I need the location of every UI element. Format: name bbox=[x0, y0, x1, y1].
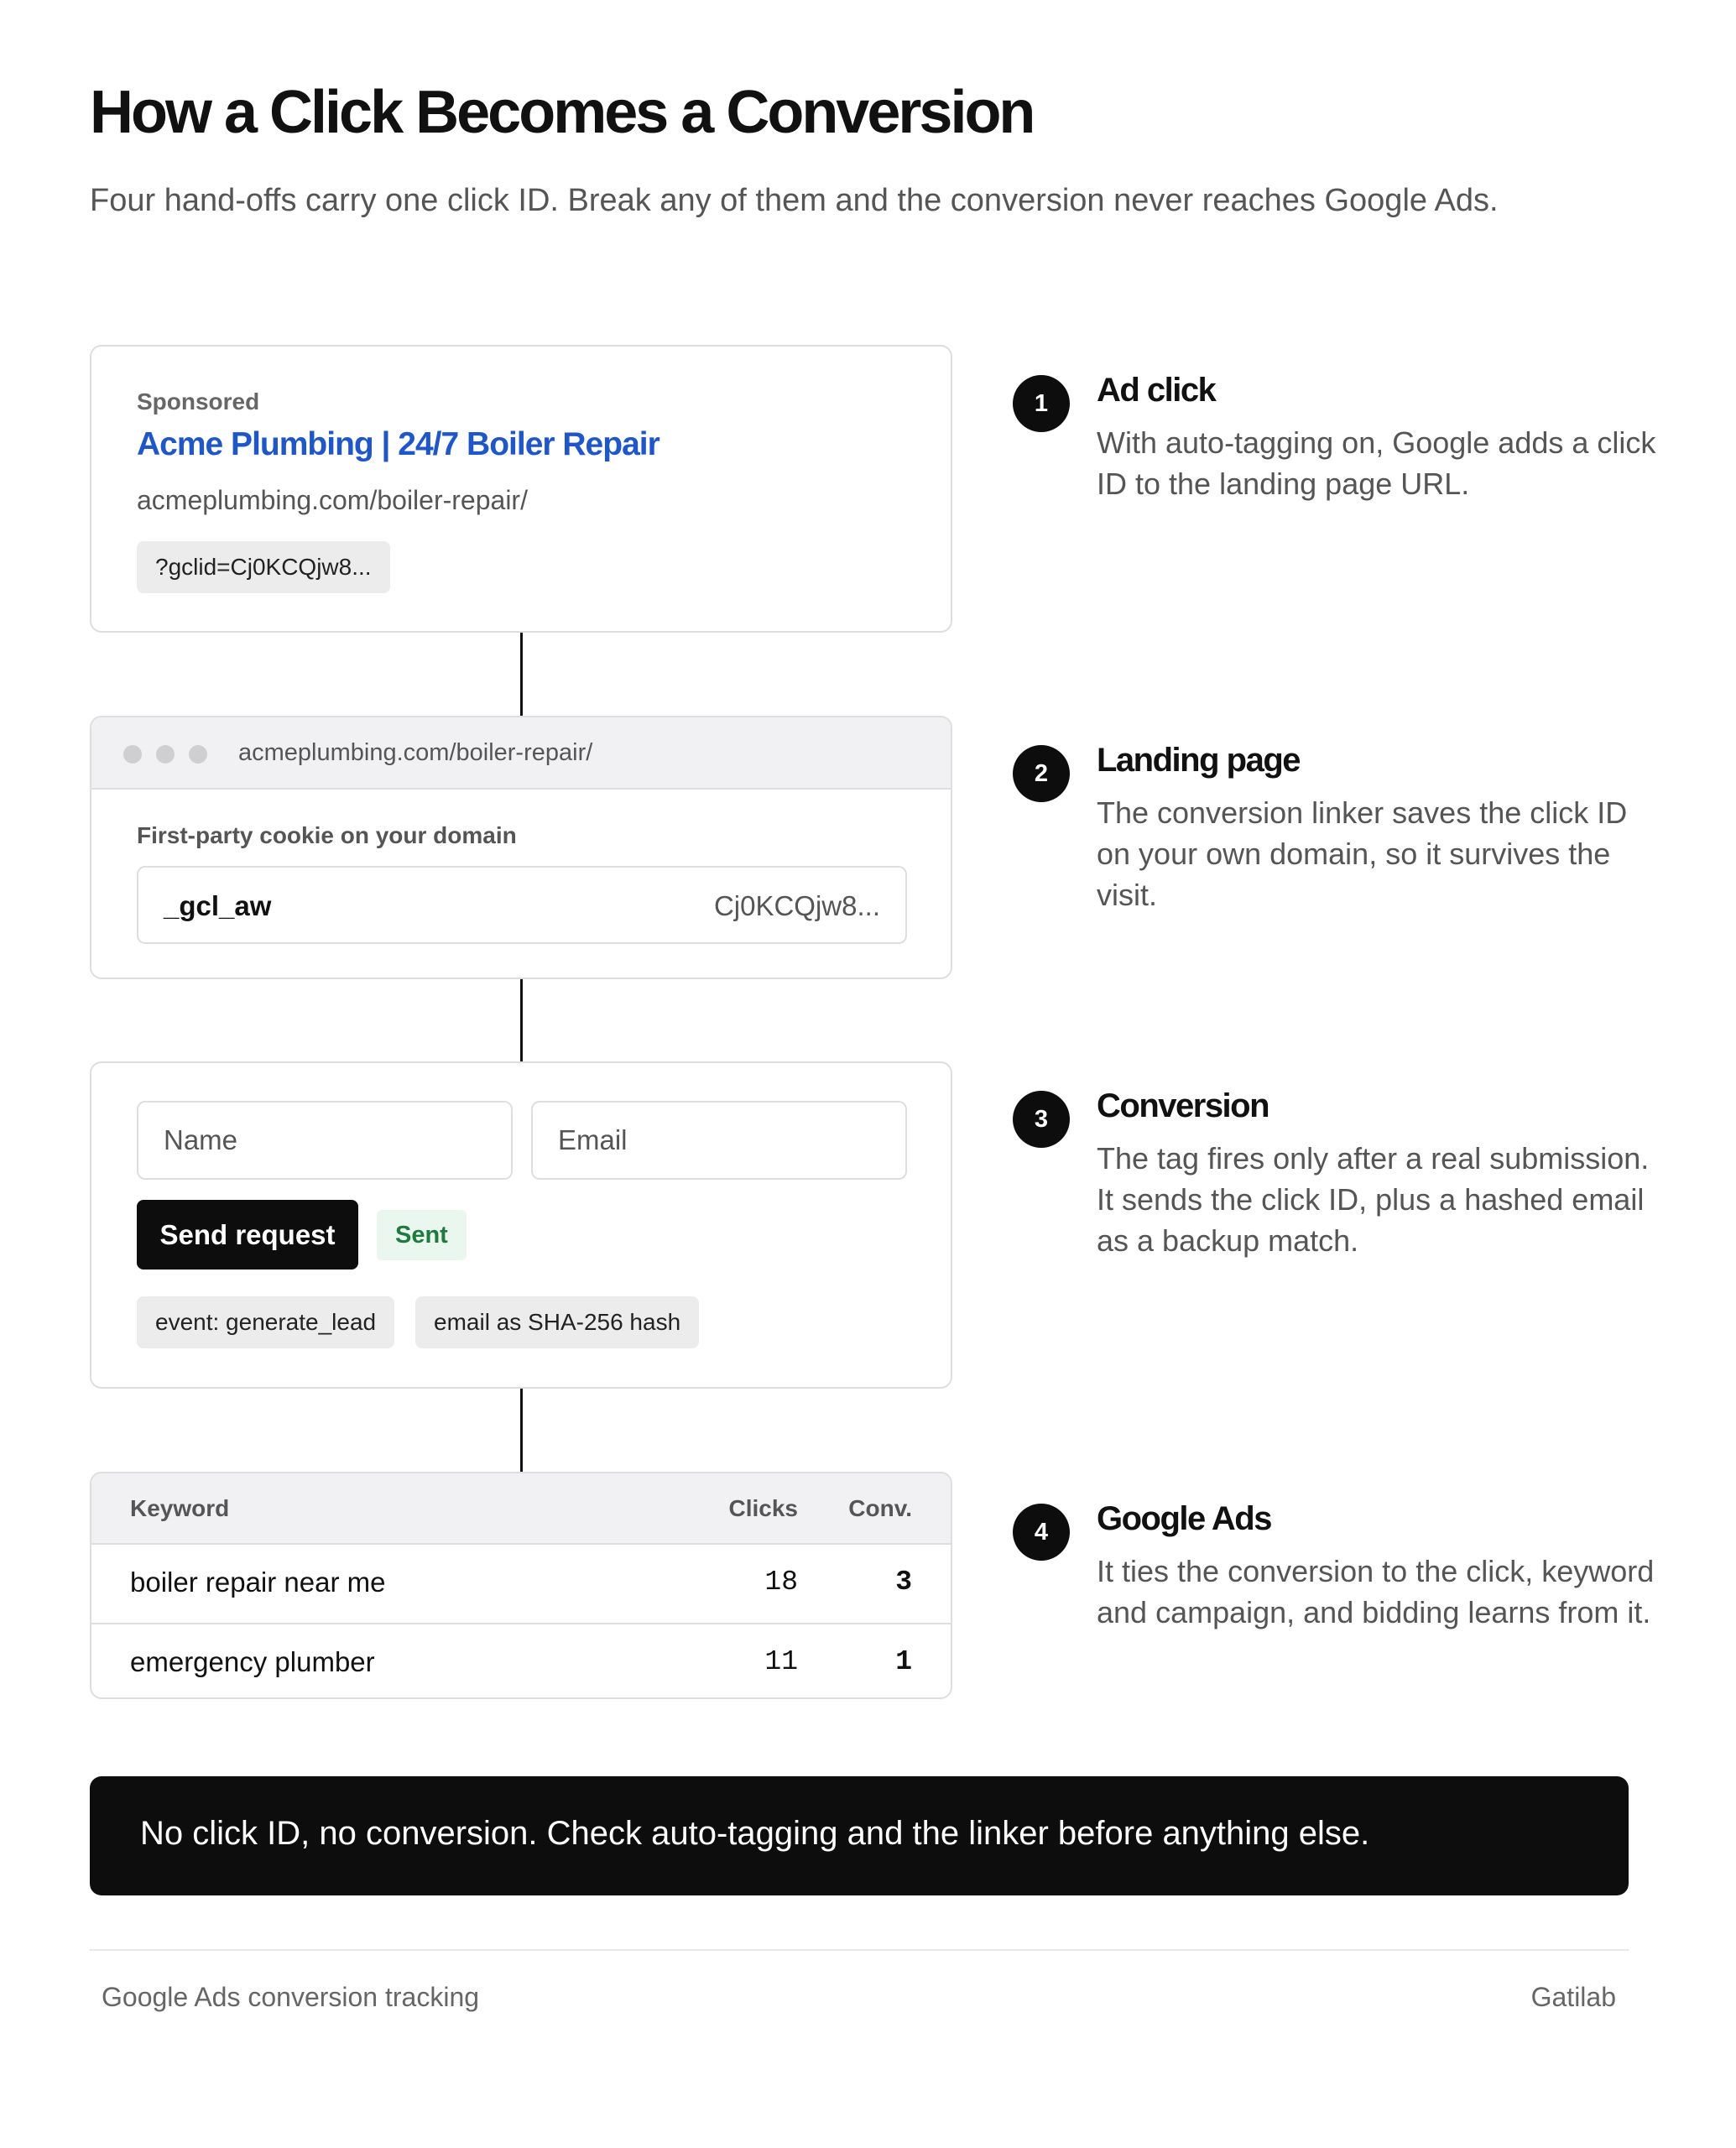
step-description: The conversion linker saves the click ID on your own domain, so it survives the visit. bbox=[1097, 795, 1628, 912]
page-subtitle: Four hand-offs carry one click ID. Break any of them and the conversion never reaches Google Ads. bbox=[90, 183, 1499, 218]
conv-cell: 3 bbox=[895, 1567, 912, 1598]
keyword-cell: boiler repair near me bbox=[130, 1567, 386, 1598]
footer-brand: Gatilab bbox=[1530, 1982, 1616, 2012]
conv-cell: 1 bbox=[895, 1646, 912, 1677]
footer-topic: Google Ads conversion tracking bbox=[102, 1982, 480, 2012]
conversion-form-card bbox=[90, 1061, 952, 1389]
window-dot-icon bbox=[189, 745, 207, 764]
step-number-badge: 1 bbox=[1013, 375, 1070, 432]
footer-divider bbox=[90, 1949, 1629, 1951]
flow-connector bbox=[520, 1389, 523, 1472]
cookie-caption: First-party cookie on your domain bbox=[137, 822, 517, 848]
ad-card bbox=[90, 345, 952, 633]
gclid-param-chip: ?gclid=Cj0KCQjw8... bbox=[137, 541, 390, 593]
window-dot-icon bbox=[156, 745, 175, 764]
step-title: Conversion bbox=[1097, 1087, 1269, 1124]
step-title: Google Ads bbox=[1097, 1500, 1271, 1537]
ad-headline-link[interactable]: Acme Plumbing | 24/7 Boiler Repair bbox=[137, 426, 659, 462]
banner-text: No click ID, no conversion. Check auto-tagging and the linker before anything else. bbox=[140, 1815, 1370, 1852]
cookie-row bbox=[137, 866, 907, 944]
cookie-name: _gcl_aw bbox=[164, 890, 272, 921]
landing-page-card bbox=[90, 716, 952, 979]
cookie-value: Cj0KCQjw8... bbox=[713, 890, 880, 921]
step-title: Ad click bbox=[1097, 372, 1216, 409]
step-description: It ties the conversion to the click, keyword and campaign, and bidding learns from it. bbox=[1097, 1554, 1655, 1629]
step-number-badge: 3 bbox=[1013, 1091, 1070, 1148]
flow-connector bbox=[520, 979, 523, 1061]
step-description: The tag fires only after a real submission. It sends the click ID, plus a hashed email as a backup match. bbox=[1097, 1141, 1650, 1258]
column-header-conv: Conv. bbox=[848, 1495, 912, 1521]
column-header-clicks: Clicks bbox=[728, 1495, 798, 1521]
table-row bbox=[91, 1623, 951, 1699]
hash-chip: email as SHA-256 hash bbox=[415, 1296, 699, 1348]
email-field[interactable]: Email bbox=[531, 1101, 907, 1180]
ad-display-url: acmeplumbing.com/boiler-repair/ bbox=[137, 485, 528, 515]
event-chip: event: generate_lead bbox=[137, 1296, 394, 1348]
sent-status-badge: Sent bbox=[377, 1210, 467, 1260]
page-title: How a Click Becomes a Conversion bbox=[90, 79, 1034, 146]
clicks-cell: 11 bbox=[764, 1646, 798, 1677]
browser-url: acmeplumbing.com/boiler-repair/ bbox=[238, 739, 593, 766]
takeaway-banner bbox=[90, 1776, 1629, 1895]
browser-bar bbox=[91, 717, 951, 790]
flow-connector bbox=[520, 633, 523, 716]
table-header bbox=[91, 1473, 951, 1545]
window-dot-icon bbox=[123, 745, 142, 764]
step-number-badge: 4 bbox=[1013, 1504, 1070, 1561]
sponsored-label: Sponsored bbox=[137, 388, 260, 414]
google-ads-table-card bbox=[90, 1472, 952, 1699]
send-request-button[interactable]: Send request bbox=[137, 1200, 358, 1270]
table-row bbox=[91, 1545, 951, 1623]
step-description: With auto-tagging on, Google adds a click ID to the landing page URL. bbox=[1097, 425, 1656, 501]
step-title: Landing page bbox=[1097, 742, 1300, 779]
step-number-badge: 2 bbox=[1013, 745, 1070, 802]
keyword-cell: emergency plumber bbox=[130, 1646, 375, 1677]
name-field[interactable]: Name bbox=[137, 1101, 513, 1180]
clicks-cell: 18 bbox=[764, 1567, 798, 1598]
column-header-keyword: Keyword bbox=[130, 1495, 230, 1521]
